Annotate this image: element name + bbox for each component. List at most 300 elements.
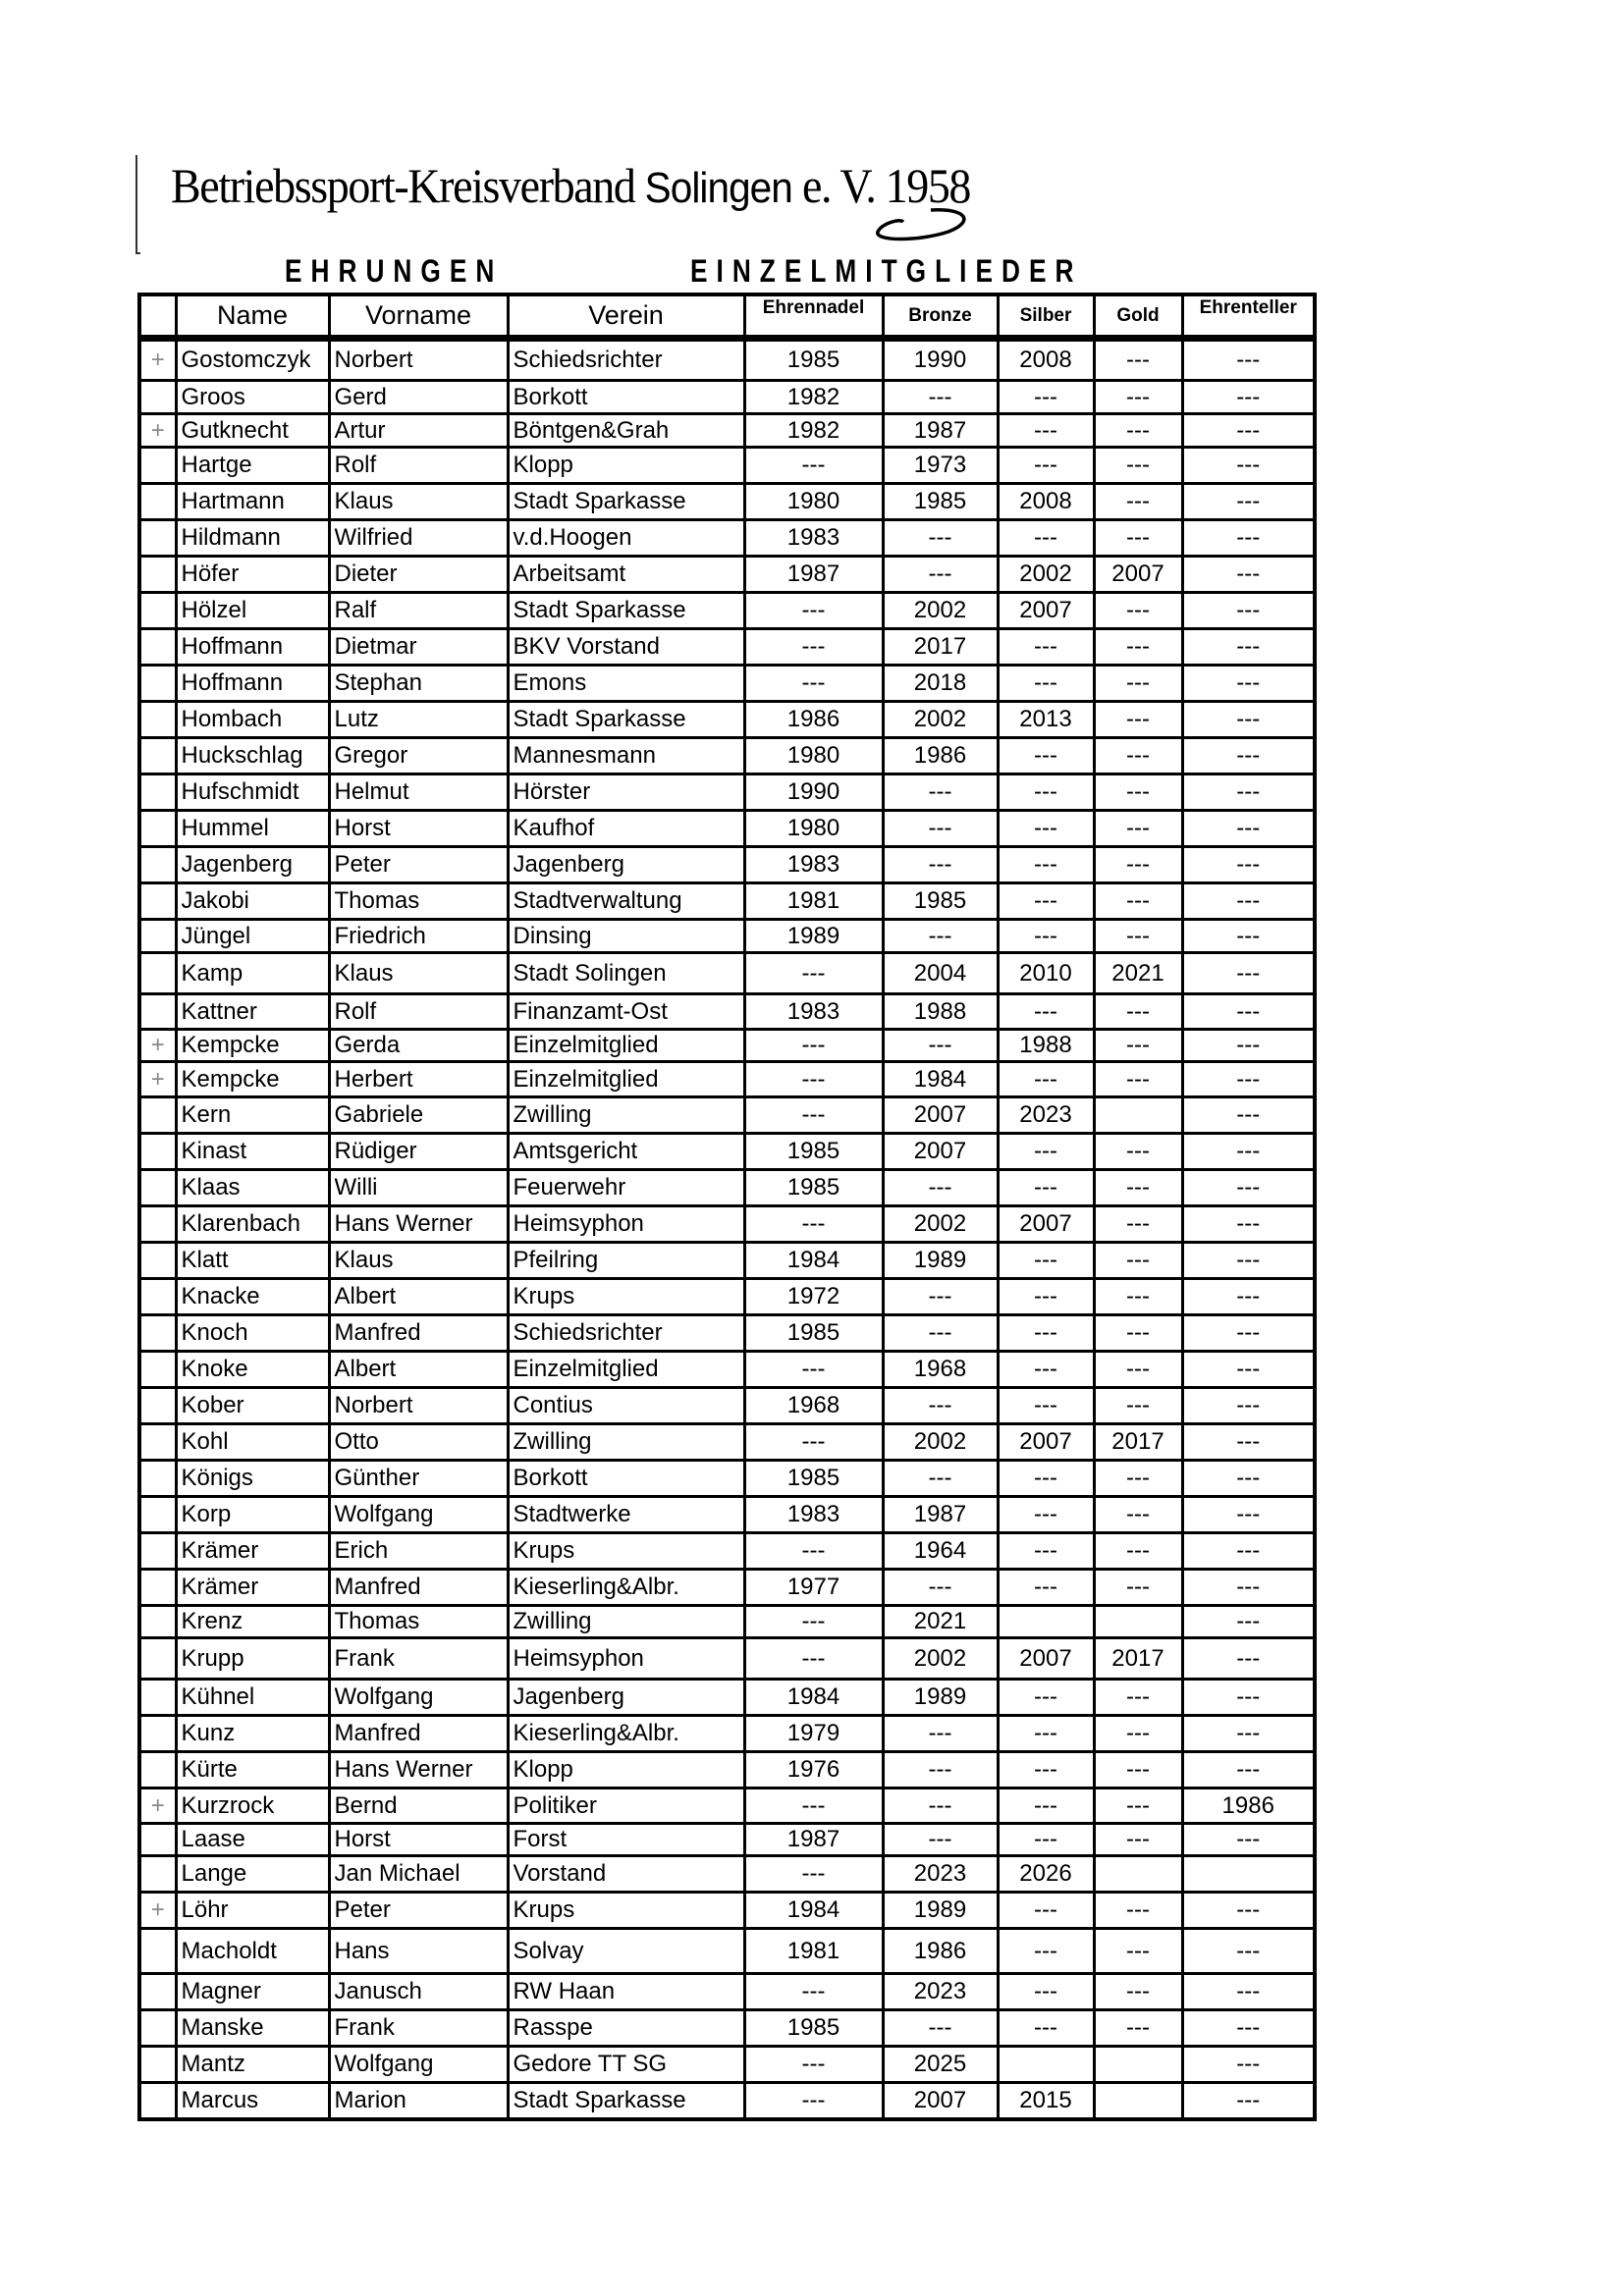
cell-verein: Dinsing	[508, 920, 744, 953]
cell-gold: ---	[1094, 381, 1182, 414]
cell-gold: ---	[1094, 1497, 1182, 1533]
cell-vorname: Wolfgang	[329, 2047, 508, 2083]
cell-ehrenteller: ---	[1182, 1170, 1315, 1206]
cell-ehrenteller: ---	[1182, 774, 1315, 811]
cell-ehrenteller: 1986	[1182, 1789, 1315, 1824]
cell-ehrenteller: ---	[1182, 702, 1315, 738]
cell-ehrenteller: ---	[1182, 1752, 1315, 1789]
cell-name: Krämer	[176, 1533, 329, 1570]
cell-gold: ---	[1094, 593, 1182, 629]
cell-vorname: Friedrich	[329, 920, 508, 953]
cell-name: Marcus	[176, 2083, 329, 2119]
table-row	[139, 484, 1315, 520]
cell-silber: ---	[998, 1789, 1094, 1824]
table-row	[139, 1352, 1315, 1388]
cell-vorname: Rüdiger	[329, 1134, 508, 1170]
cell-gold: ---	[1094, 1315, 1182, 1352]
cell-name: Hartmann	[176, 484, 329, 520]
cell-silber: ---	[998, 1533, 1094, 1570]
marker-icon	[139, 1716, 176, 1752]
cell-silber: ---	[998, 666, 1094, 702]
cell-silber: ---	[998, 1680, 1094, 1716]
cell-gold: ---	[1094, 774, 1182, 811]
cell-name: Mantz	[176, 2047, 329, 2083]
marker-icon	[139, 1929, 176, 1974]
margin-rule-foot	[135, 252, 140, 254]
cell-ehrenteller: ---	[1182, 1974, 1315, 2010]
cell-ehrenteller: ---	[1182, 557, 1315, 593]
marker-icon	[139, 1752, 176, 1789]
cell-ehrenteller	[1182, 1856, 1315, 1893]
cell-gold: ---	[1094, 1570, 1182, 1606]
cell-ehrennadel: 1981	[744, 883, 883, 920]
cell-gold: ---	[1094, 1388, 1182, 1424]
cell-vorname: Manfred	[329, 1315, 508, 1352]
cell-ehrennadel: 1972	[744, 1279, 883, 1315]
table-row	[139, 1134, 1315, 1170]
cell-ehrennadel: ---	[744, 953, 883, 994]
cell-verein: Hörster	[508, 774, 744, 811]
cell-gold: ---	[1094, 738, 1182, 774]
marker-icon	[139, 1497, 176, 1533]
cell-verein: Einzelmitglied	[508, 1030, 744, 1062]
cell-ehrennadel: 1983	[744, 994, 883, 1030]
cell-gold: ---	[1094, 1461, 1182, 1497]
organization-suffix: e. V. 1958	[801, 158, 971, 213]
cell-ehrennadel: 1983	[744, 520, 883, 557]
cell-silber: ---	[998, 1752, 1094, 1789]
cell-ehrennadel: ---	[744, 1789, 883, 1824]
cell-silber: ---	[998, 381, 1094, 414]
honors-table	[137, 293, 1317, 2121]
cell-ehrenteller: ---	[1182, 2010, 1315, 2047]
cell-ehrenteller: ---	[1182, 666, 1315, 702]
marker-icon	[139, 1352, 176, 1388]
cell-name: Knacke	[176, 1279, 329, 1315]
cell-name: Hufschmidt	[176, 774, 329, 811]
cell-bronze: 1987	[883, 1497, 998, 1533]
cell-vorname: Artur	[329, 414, 508, 448]
cell-ehrennadel: 1982	[744, 381, 883, 414]
cell-bronze: ---	[883, 557, 998, 593]
table-row	[139, 1716, 1315, 1752]
marker-icon	[139, 629, 176, 666]
table-row	[139, 1030, 1315, 1062]
cell-vorname: Peter	[329, 847, 508, 883]
cell-gold: ---	[1094, 1893, 1182, 1929]
cell-silber: ---	[998, 448, 1094, 484]
cell-ehrenteller: ---	[1182, 1461, 1315, 1497]
cell-verein: Forst	[508, 1824, 744, 1856]
cell-vorname: Janusch	[329, 1974, 508, 2010]
cell-bronze: 2004	[883, 953, 998, 994]
cell-silber: ---	[998, 520, 1094, 557]
cell-bronze: 2007	[883, 1097, 998, 1134]
cell-ehrenteller: ---	[1182, 593, 1315, 629]
cell-silber	[998, 1606, 1094, 1638]
cell-vorname: Norbert	[329, 1388, 508, 1424]
cell-name: Kober	[176, 1388, 329, 1424]
cell-bronze: ---	[883, 1315, 998, 1352]
cell-bronze: 2023	[883, 1856, 998, 1893]
cell-verein: Klopp	[508, 1752, 744, 1789]
cell-name: Kunz	[176, 1716, 329, 1752]
table-row	[139, 1170, 1315, 1206]
col-header-verein: Verein	[508, 294, 744, 339]
cell-ehrenteller: ---	[1182, 1134, 1315, 1170]
cell-silber: ---	[998, 2010, 1094, 2047]
table-row	[139, 1097, 1315, 1134]
cell-silber: 2013	[998, 702, 1094, 738]
cell-ehrennadel: 1980	[744, 811, 883, 847]
document-title-left: EHRUNGEN	[285, 253, 504, 289]
cell-verein: Schiedsrichter	[508, 339, 744, 381]
marker-icon	[139, 520, 176, 557]
marker-icon	[139, 1680, 176, 1716]
cell-ehrennadel: ---	[744, 2047, 883, 2083]
cell-name: Königs	[176, 1461, 329, 1497]
cell-name: Kern	[176, 1097, 329, 1134]
cell-ehrennadel: ---	[744, 1424, 883, 1461]
col-header-vorname: Vorname	[329, 294, 508, 339]
cell-gold: ---	[1094, 1170, 1182, 1206]
cell-silber: 2008	[998, 339, 1094, 381]
cell-ehrennadel: 1984	[744, 1243, 883, 1279]
table-row	[139, 1974, 1315, 2010]
cell-vorname: Erich	[329, 1533, 508, 1570]
cell-name: Hildmann	[176, 520, 329, 557]
marker-icon	[139, 2047, 176, 2083]
cell-ehrennadel: 1980	[744, 484, 883, 520]
cell-ehrenteller: ---	[1182, 2047, 1315, 2083]
cell-gold: ---	[1094, 1030, 1182, 1062]
cell-vorname: Willi	[329, 1170, 508, 1206]
cell-gold: ---	[1094, 1824, 1182, 1856]
cell-silber: 2007	[998, 1638, 1094, 1680]
cell-ehrennadel: ---	[744, 1533, 883, 1570]
cell-gold	[1094, 1606, 1182, 1638]
cell-bronze: 2021	[883, 1606, 998, 1638]
cell-verein: Jagenberg	[508, 1680, 744, 1716]
cell-gold: ---	[1094, 1243, 1182, 1279]
cell-gold: ---	[1094, 811, 1182, 847]
cell-bronze: 1989	[883, 1243, 998, 1279]
cell-gold: ---	[1094, 448, 1182, 484]
cell-vorname: Rolf	[329, 994, 508, 1030]
cell-ehrennadel: 1985	[744, 339, 883, 381]
cell-name: Krenz	[176, 1606, 329, 1638]
cell-ehrenteller: ---	[1182, 484, 1315, 520]
deceased-cross-icon: +	[139, 339, 176, 381]
cell-ehrenteller: ---	[1182, 1570, 1315, 1606]
cell-ehrennadel: 1987	[744, 557, 883, 593]
table-row	[139, 1606, 1315, 1638]
cell-verein: Stadtverwaltung	[508, 883, 744, 920]
table-row	[139, 1461, 1315, 1497]
table-row	[139, 339, 1315, 381]
table-row	[139, 702, 1315, 738]
marker-icon	[139, 1570, 176, 1606]
cell-ehrenteller: ---	[1182, 920, 1315, 953]
cell-bronze: ---	[883, 381, 998, 414]
cell-ehrenteller: ---	[1182, 1680, 1315, 1716]
cell-vorname: Frank	[329, 2010, 508, 2047]
table-row	[139, 738, 1315, 774]
cell-silber: 2007	[998, 593, 1094, 629]
cell-gold: 2017	[1094, 1638, 1182, 1680]
table-row	[139, 994, 1315, 1030]
organization-city: Solingen	[644, 164, 792, 212]
organization-name: Betriebssport-Kreisverband	[171, 158, 635, 213]
cell-bronze: 2002	[883, 1638, 998, 1680]
cell-verein: Einzelmitglied	[508, 1352, 744, 1388]
cell-ehrennadel: ---	[744, 1606, 883, 1638]
table-row	[139, 920, 1315, 953]
cell-silber: ---	[998, 1134, 1094, 1170]
cell-gold: ---	[1094, 1716, 1182, 1752]
cell-bronze: 1990	[883, 339, 998, 381]
table-row	[139, 520, 1315, 557]
marker-icon	[139, 1424, 176, 1461]
cell-ehrennadel: 1979	[744, 1716, 883, 1752]
table-row	[139, 774, 1315, 811]
cell-verein: Borkott	[508, 381, 744, 414]
cell-vorname: Gabriele	[329, 1097, 508, 1134]
cell-bronze: 1986	[883, 738, 998, 774]
cell-ehrenteller: ---	[1182, 1062, 1315, 1097]
cell-bronze: ---	[883, 1570, 998, 1606]
cell-vorname: Bernd	[329, 1789, 508, 1824]
cell-ehrennadel: 1982	[744, 414, 883, 448]
cell-gold: ---	[1094, 1206, 1182, 1243]
cell-vorname: Wilfried	[329, 520, 508, 557]
table-row	[139, 1570, 1315, 1606]
cell-ehrenteller: ---	[1182, 738, 1315, 774]
cell-ehrenteller: ---	[1182, 1352, 1315, 1388]
cell-verein: Finanzamt-Ost	[508, 994, 744, 1030]
cell-silber: 2007	[998, 1206, 1094, 1243]
cell-name: Knoch	[176, 1315, 329, 1352]
table-row	[139, 557, 1315, 593]
cell-name: Kempcke	[176, 1062, 329, 1097]
cell-bronze: 1988	[883, 994, 998, 1030]
cell-vorname: Dietmar	[329, 629, 508, 666]
cell-bronze: ---	[883, 811, 998, 847]
cell-ehrennadel: ---	[744, 629, 883, 666]
cell-bronze: ---	[883, 1388, 998, 1424]
cell-ehrennadel: ---	[744, 1352, 883, 1388]
table-row	[139, 1638, 1315, 1680]
cell-bronze: 1985	[883, 883, 998, 920]
cell-vorname: Stephan	[329, 666, 508, 702]
cell-verein: Stadt Sparkasse	[508, 593, 744, 629]
cell-silber: ---	[998, 1170, 1094, 1206]
cell-silber: 2002	[998, 557, 1094, 593]
cell-bronze: 1986	[883, 1929, 998, 1974]
cell-ehrenteller: ---	[1182, 811, 1315, 847]
cell-silber: ---	[998, 1929, 1094, 1974]
cell-ehrennadel: 1985	[744, 1170, 883, 1206]
cell-silber: 2015	[998, 2083, 1094, 2119]
table-row	[139, 414, 1315, 448]
cell-bronze: 1987	[883, 414, 998, 448]
table-row	[139, 1680, 1315, 1716]
cell-name: Hartge	[176, 448, 329, 484]
table-row	[139, 1533, 1315, 1570]
cell-ehrennadel: 1989	[744, 920, 883, 953]
marker-icon	[139, 593, 176, 629]
cell-gold: ---	[1094, 414, 1182, 448]
cell-name: Klarenbach	[176, 1206, 329, 1243]
cell-verein: Jagenberg	[508, 847, 744, 883]
cell-vorname: Lutz	[329, 702, 508, 738]
cell-ehrenteller: ---	[1182, 1424, 1315, 1461]
col-header-name: Name	[176, 294, 329, 339]
cell-name: Kohl	[176, 1424, 329, 1461]
cell-vorname: Manfred	[329, 1716, 508, 1752]
cell-ehrennadel: ---	[744, 1206, 883, 1243]
cell-ehrennadel: ---	[744, 1062, 883, 1097]
cell-gold: ---	[1094, 702, 1182, 738]
marker-icon	[139, 1638, 176, 1680]
cell-ehrenteller: ---	[1182, 1893, 1315, 1929]
cell-verein: Kieserling&Albr.	[508, 1570, 744, 1606]
cell-verein: Vorstand	[508, 1856, 744, 1893]
cell-gold: 2021	[1094, 953, 1182, 994]
cell-ehrennadel: ---	[744, 448, 883, 484]
marker-icon	[139, 811, 176, 847]
table-row	[139, 1893, 1315, 1929]
cell-name: Kinast	[176, 1134, 329, 1170]
cell-verein: Borkott	[508, 1461, 744, 1497]
cell-gold: ---	[1094, 1533, 1182, 1570]
cell-vorname: Gregor	[329, 738, 508, 774]
marker-icon	[139, 381, 176, 414]
cell-ehrenteller: ---	[1182, 994, 1315, 1030]
marker-icon	[139, 1824, 176, 1856]
deceased-cross-icon: +	[139, 1030, 176, 1062]
cell-ehrennadel: 1985	[744, 2010, 883, 2047]
table-row	[139, 1206, 1315, 1243]
cell-vorname: Klaus	[329, 953, 508, 994]
table-row	[139, 1424, 1315, 1461]
cell-ehrenteller: ---	[1182, 1716, 1315, 1752]
cell-ehrennadel: ---	[744, 1974, 883, 2010]
cell-ehrenteller: ---	[1182, 520, 1315, 557]
table-row	[139, 1789, 1315, 1824]
cell-silber: ---	[998, 1388, 1094, 1424]
cell-gold	[1094, 2047, 1182, 2083]
cell-vorname: Thomas	[329, 1606, 508, 1638]
cell-silber: 2007	[998, 1424, 1094, 1461]
cell-silber: ---	[998, 1570, 1094, 1606]
cell-name: Magner	[176, 1974, 329, 2010]
cell-name: Höfer	[176, 557, 329, 593]
cell-silber: ---	[998, 847, 1094, 883]
cell-silber: ---	[998, 738, 1094, 774]
cell-ehrenteller: ---	[1182, 629, 1315, 666]
cell-silber: ---	[998, 414, 1094, 448]
cell-bronze: ---	[883, 1716, 998, 1752]
cell-vorname: Horst	[329, 1824, 508, 1856]
table-row	[139, 2083, 1315, 2119]
marker-icon	[139, 994, 176, 1030]
cell-bronze: ---	[883, 1461, 998, 1497]
cell-silber: 2008	[998, 484, 1094, 520]
cell-gold: ---	[1094, 1752, 1182, 1789]
cell-ehrennadel: 1985	[744, 1315, 883, 1352]
cell-name: Lange	[176, 1856, 329, 1893]
table-row	[139, 666, 1315, 702]
cell-ehrenteller: ---	[1182, 1030, 1315, 1062]
cell-name: Knoke	[176, 1352, 329, 1388]
table-row	[139, 847, 1315, 883]
cell-ehrennadel: 1986	[744, 702, 883, 738]
cell-vorname: Hans	[329, 1929, 508, 1974]
cell-verein: Zwilling	[508, 1097, 744, 1134]
cell-ehrenteller: ---	[1182, 448, 1315, 484]
cell-verein: Zwilling	[508, 1424, 744, 1461]
cell-ehrenteller: ---	[1182, 1533, 1315, 1570]
cell-verein: Pfeilring	[508, 1243, 744, 1279]
cell-vorname: Gerda	[329, 1030, 508, 1062]
cell-gold: ---	[1094, 883, 1182, 920]
marker-icon	[139, 1315, 176, 1352]
marker-icon	[139, 1388, 176, 1424]
marker-icon	[139, 953, 176, 994]
cell-bronze: ---	[883, 920, 998, 953]
cell-vorname: Manfred	[329, 1570, 508, 1606]
cell-vorname: Otto	[329, 1424, 508, 1461]
cell-ehrennadel: 1976	[744, 1752, 883, 1789]
marker-icon	[139, 920, 176, 953]
cell-silber: 2010	[998, 953, 1094, 994]
cell-ehrennadel: 1984	[744, 1680, 883, 1716]
cell-vorname: Norbert	[329, 339, 508, 381]
cell-verein: Krups	[508, 1279, 744, 1315]
cell-verein: Contius	[508, 1388, 744, 1424]
cell-vorname: Klaus	[329, 1243, 508, 1279]
cell-verein: Zwilling	[508, 1606, 744, 1638]
cell-bronze: 2002	[883, 593, 998, 629]
cell-silber: ---	[998, 994, 1094, 1030]
table-row	[139, 1243, 1315, 1279]
cell-verein: Stadt Sparkasse	[508, 484, 744, 520]
cell-name: Klaas	[176, 1170, 329, 1206]
cell-vorname: Albert	[329, 1279, 508, 1315]
cell-gold: ---	[1094, 1062, 1182, 1097]
cell-vorname: Jan Michael	[329, 1856, 508, 1893]
cell-bronze: ---	[883, 774, 998, 811]
cell-name: Hoffmann	[176, 666, 329, 702]
table-row	[139, 883, 1315, 920]
cell-verein: Heimsyphon	[508, 1638, 744, 1680]
cell-ehrennadel: 1984	[744, 1893, 883, 1929]
marker-icon	[139, 2083, 176, 2119]
cell-silber: ---	[998, 811, 1094, 847]
deceased-cross-icon: +	[139, 1062, 176, 1097]
col-header-marker	[139, 294, 176, 339]
cell-gold: ---	[1094, 847, 1182, 883]
cell-ehrennadel: ---	[744, 666, 883, 702]
table-row	[139, 381, 1315, 414]
cell-ehrennadel: ---	[744, 1856, 883, 1893]
cell-verein: Stadt Solingen	[508, 953, 744, 994]
cell-verein: RW Haan	[508, 1974, 744, 2010]
cell-verein: Gedore TT SG	[508, 2047, 744, 2083]
cell-silber: 1988	[998, 1030, 1094, 1062]
cell-ehrenteller: ---	[1182, 1824, 1315, 1856]
